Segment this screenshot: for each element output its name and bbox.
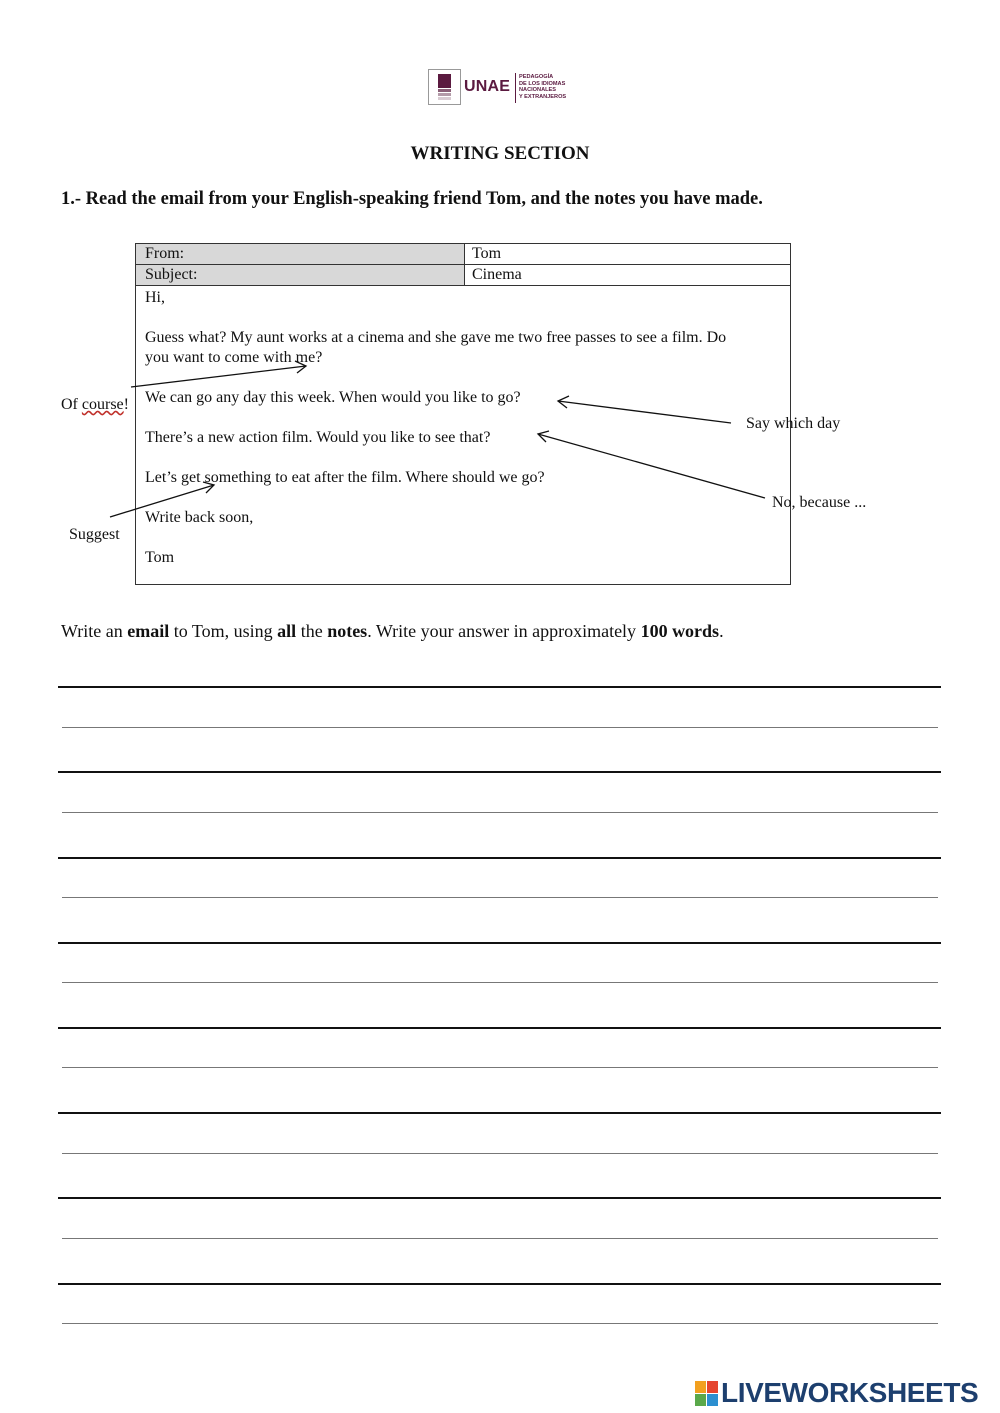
- from-label: From:: [145, 245, 185, 262]
- subject-value: Cinema: [464, 265, 790, 285]
- writing-line[interactable]: [62, 897, 938, 898]
- email-line: Guess what? My aunt works at a cinema and she gave me two free passes to see a film. Do: [145, 329, 727, 346]
- writing-line[interactable]: [62, 1067, 938, 1068]
- email-subject-row: [136, 265, 790, 286]
- email-line: you want to come with me?: [145, 349, 323, 366]
- writing-line[interactable]: [62, 727, 938, 728]
- writing-line[interactable]: [62, 1153, 938, 1154]
- subject-label: Subject:: [145, 266, 198, 283]
- writing-line[interactable]: [58, 686, 941, 688]
- email-line: We can go any day this week. When would you like to go?: [145, 389, 521, 406]
- from-value: Tom: [464, 244, 790, 264]
- writing-line[interactable]: [62, 982, 938, 983]
- liveworksheets-logo: [695, 1377, 995, 1411]
- note-suggest: Suggest: [69, 526, 120, 543]
- brand-name: LIVEWORKSHEETS: [721, 1377, 979, 1408]
- writing-line[interactable]: [62, 1323, 938, 1324]
- email-from-row: [136, 244, 790, 265]
- note-no-because: No, because ...: [772, 494, 867, 511]
- writing-line[interactable]: [58, 942, 941, 944]
- task-instruction: 1.- Read the email from your English-speaking friend Tom, and the notes you have made.: [61, 189, 763, 209]
- note-say-which-day: Say which day: [746, 415, 841, 432]
- writing-line[interactable]: [62, 812, 938, 813]
- email-line: Let’s get something to eat after the film. Where should we go?: [145, 469, 545, 486]
- writing-line[interactable]: [62, 1238, 938, 1239]
- writing-line[interactable]: [58, 1027, 941, 1029]
- writing-line[interactable]: [58, 771, 941, 773]
- email-box: [135, 243, 791, 585]
- logo-name: UNAE: [464, 78, 511, 95]
- writing-line[interactable]: [58, 1112, 941, 1114]
- logo-subtitle: PEDAGOGÍA DE LOS IDIOMAS NACIONALES Y EXTRANJEROS: [519, 74, 567, 100]
- email-line: There’s a new action film. Would you like to see that?: [145, 429, 491, 446]
- liveworksheets-cube-icon: [695, 1381, 719, 1407]
- email-line: Write back soon,: [145, 509, 254, 526]
- email-line: Tom: [145, 549, 175, 566]
- logo-mark-icon: [428, 69, 461, 105]
- unae-logo: [428, 69, 573, 107]
- note-of-course: Of course!: [61, 396, 129, 413]
- writing-line[interactable]: [58, 857, 941, 859]
- email-line: Hi,: [145, 289, 165, 306]
- writing-instruction: Write an email to Tom, using all the notes. Write your answer in approximately 100 words.: [61, 621, 724, 641]
- writing-line[interactable]: [58, 1283, 941, 1285]
- writing-line[interactable]: [58, 1197, 941, 1199]
- section-title: WRITING SECTION: [410, 143, 590, 164]
